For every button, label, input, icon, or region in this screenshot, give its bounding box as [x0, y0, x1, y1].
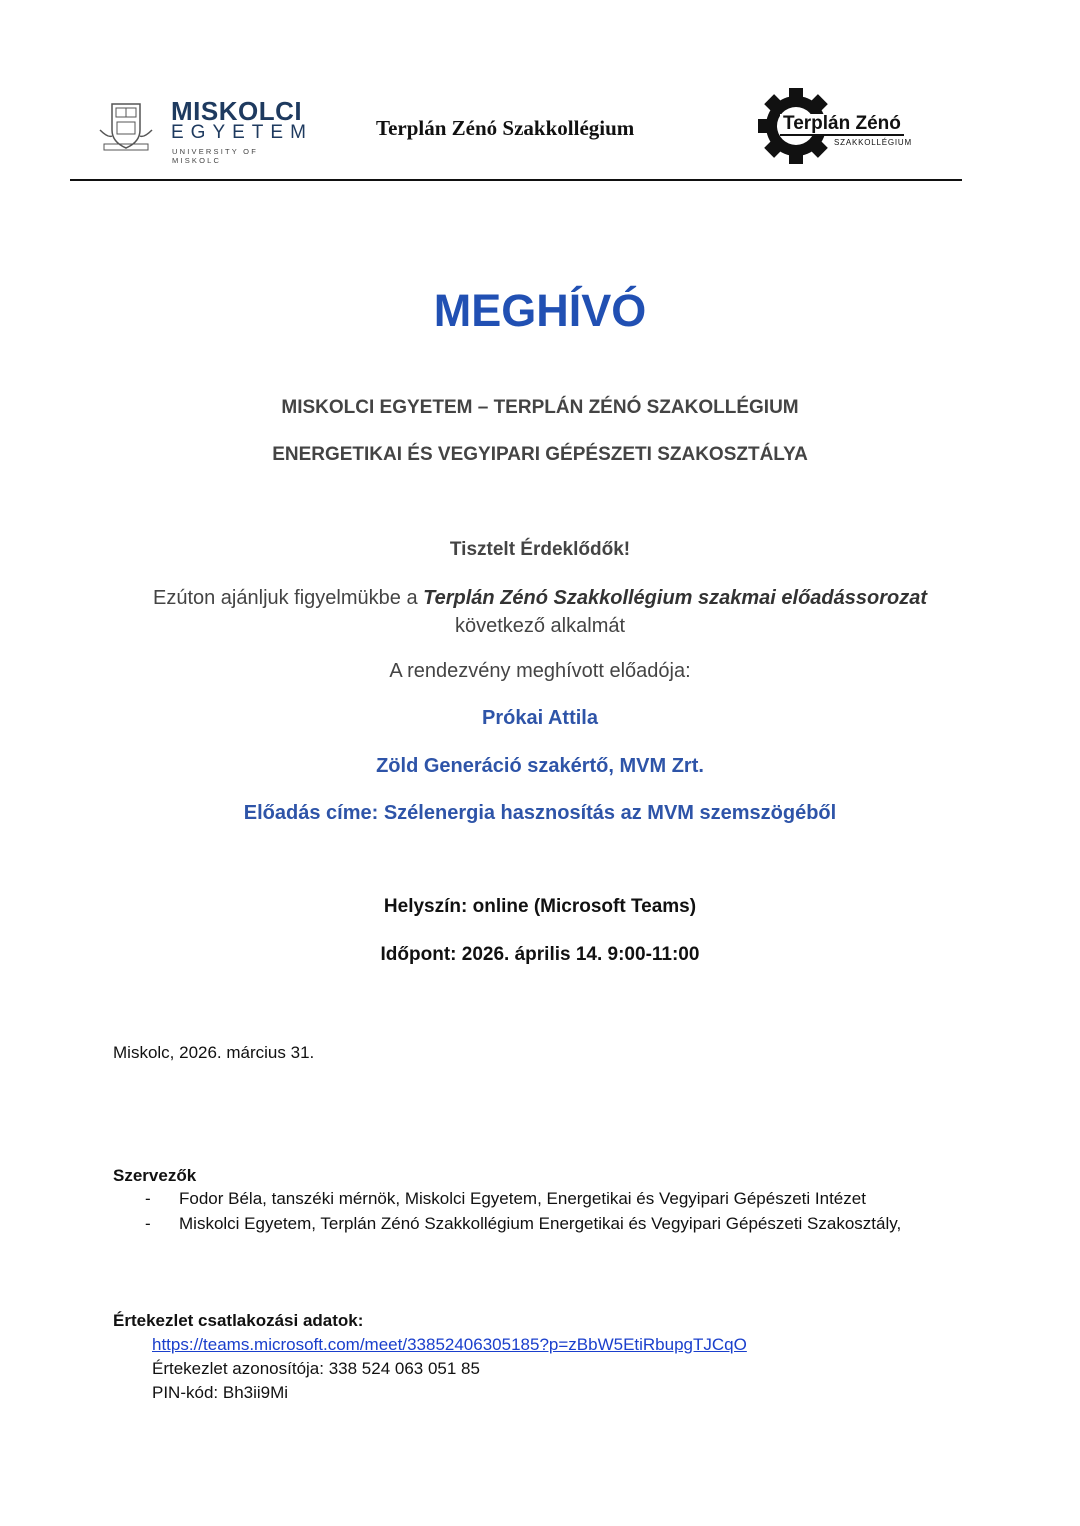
college-logo-subtitle: SZAKKOLLÉGIUM — [834, 138, 912, 147]
university-name: MISKOLCI — [171, 96, 303, 126]
organizer-line-1: MISKOLCI EGYETEM – TERPLÁN ZÉNÓ SZAKOLLÉGIUM — [281, 397, 799, 418]
organizer-item-text: Fodor Béla, tanszéki mérnök, Miskolci Egyetem, Energetikai és Vegyipari Gépészeti Intézet — [179, 1189, 866, 1208]
list-bullet: - — [145, 1189, 151, 1208]
header-divider — [70, 179, 962, 181]
college-logo — [756, 86, 916, 166]
speaker-name: Prókai Attila — [482, 707, 598, 729]
talk-title: Előadás címe: Szélenergia hasznosítás az MVM szemszögéből — [243, 802, 837, 824]
intro-paragraph — [0, 584, 1080, 640]
meeting-link[interactable]: https://teams.microsoft.com/meet/33852406305185?p=zBbW5EtiRbupgTJCqO — [152, 1335, 747, 1354]
organizer-line-2: ENERGETIKAI ÉS VEGYIPARI GÉPÉSZETI SZAKOSZTÁLYA — [272, 444, 808, 465]
meeting-id: Értekezlet azonosítója: 338 524 063 051 85 — [152, 1359, 480, 1378]
organizer-item-text: Miskolci Egyetem, Terplán Zénó Szakkollégium Energetikai és Vegyipari Gépészeti Szakosztály, — [179, 1214, 902, 1233]
university-name-sub: EGYETEM — [171, 122, 313, 143]
event-time: Időpont: 2026. április 14. 9:00-11:00 — [380, 944, 700, 965]
event-location: Helyszín: online (Microsoft Teams) — [383, 896, 697, 917]
organizer-item — [145, 1214, 901, 1234]
greeting: Tisztelt Érdeklődők! — [449, 539, 631, 560]
organizers-heading: Szervezők — [113, 1166, 197, 1185]
meeting-heading: Értekezlet csatlakozási adatok: — [113, 1311, 364, 1330]
header-title: Terplán Zénó Szakkollégium — [376, 116, 635, 140]
meeting-pin: PIN-kód: Bh3ii9Mi — [152, 1383, 289, 1402]
meeting-link-line — [152, 1335, 747, 1355]
intro-suffix: következő alkalmát — [454, 615, 626, 637]
college-logo-name: Terplán Zénó — [780, 114, 904, 136]
speaker-role: Zöld Generáció szakértő, MVM Zrt. — [376, 755, 704, 777]
list-bullet: - — [145, 1214, 151, 1233]
university-tagline: UNIVERSITY OF MISKOLC — [172, 147, 258, 165]
date-line: Miskolc, 2026. március 31. — [113, 1043, 315, 1062]
university-logo — [98, 96, 313, 165]
intro-emphasis: Terplán Zénó Szakkollégium szakmai előadássorozat — [423, 587, 928, 609]
intro-prefix: Ezúton ajánljuk figyelmükbe a — [152, 587, 424, 609]
university-crest-icon — [98, 100, 154, 154]
document-title: MEGHÍVÓ — [433, 285, 647, 336]
organizer-item — [145, 1189, 866, 1209]
speaker-intro: A rendezvény meghívott előadója: — [389, 660, 691, 682]
